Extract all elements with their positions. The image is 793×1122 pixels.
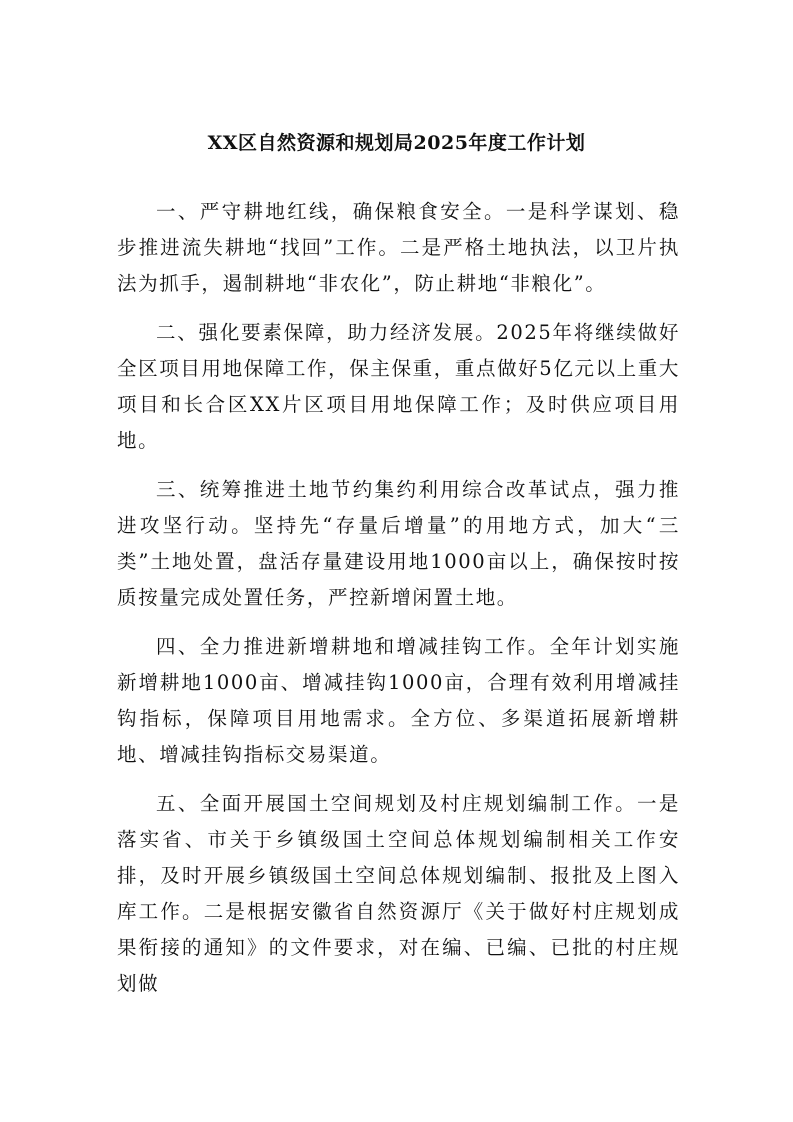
paragraph-factor-guarantee: 二、强化要素保障，助力经济发展。2025年将继续做好全区项目用地保障工作，保主保重，重点做好5亿元以上重大项目和长合区XX片区项目用地保障工作；及时供应项目用地。	[117, 321, 680, 452]
paragraph-farmland-protection: 一、严守耕地红线，确保粮食安全。一是科学谋划、稳步推进流失耕地“找回”工作。二是严格土地执法，以卫片执法为抓手，遏制耕地“非农化”，防止耕地“非粮化”。	[117, 200, 680, 295]
document-body	[117, 194, 680, 1015]
paragraph-new-farmland: 四、全力推进新增耕地和增减挂钩工作。全年计划实施新增耕地1000亩、增减挂钩1000亩，合理有效利用增减挂钩指标，保障项目用地需求。全方位、多渠道拓展新增耕地、增减挂钩指标交易渠道。	[117, 635, 680, 766]
document-title: XX区自然资源和规划局2025年度工作计划	[207, 132, 586, 154]
paragraph-spatial-planning: 五、全面开展国土空间规划及村庄规划编制工作。一是落实省、市关于乡镇级国土空间总体规划编制相关工作安排，及时开展乡镇级国土空间总体规划编制、报批及上图入库工作。二是根据安徽省自然资源厅《关于做好村庄规划成果衔接的通知》的文件要求，对在编、已编、已批的村庄规划做	[117, 792, 680, 995]
paragraph-land-intensive-use: 三、统筹推进土地节约集约利用综合改革试点，强力推进攻坚行动。坚持先“存量后增量”的用地方式，加大“三类”土地处置，盘活存量建设用地1000亩以上，确保按时按质按量完成处置任务，严控新增闲置土地。	[117, 478, 680, 609]
